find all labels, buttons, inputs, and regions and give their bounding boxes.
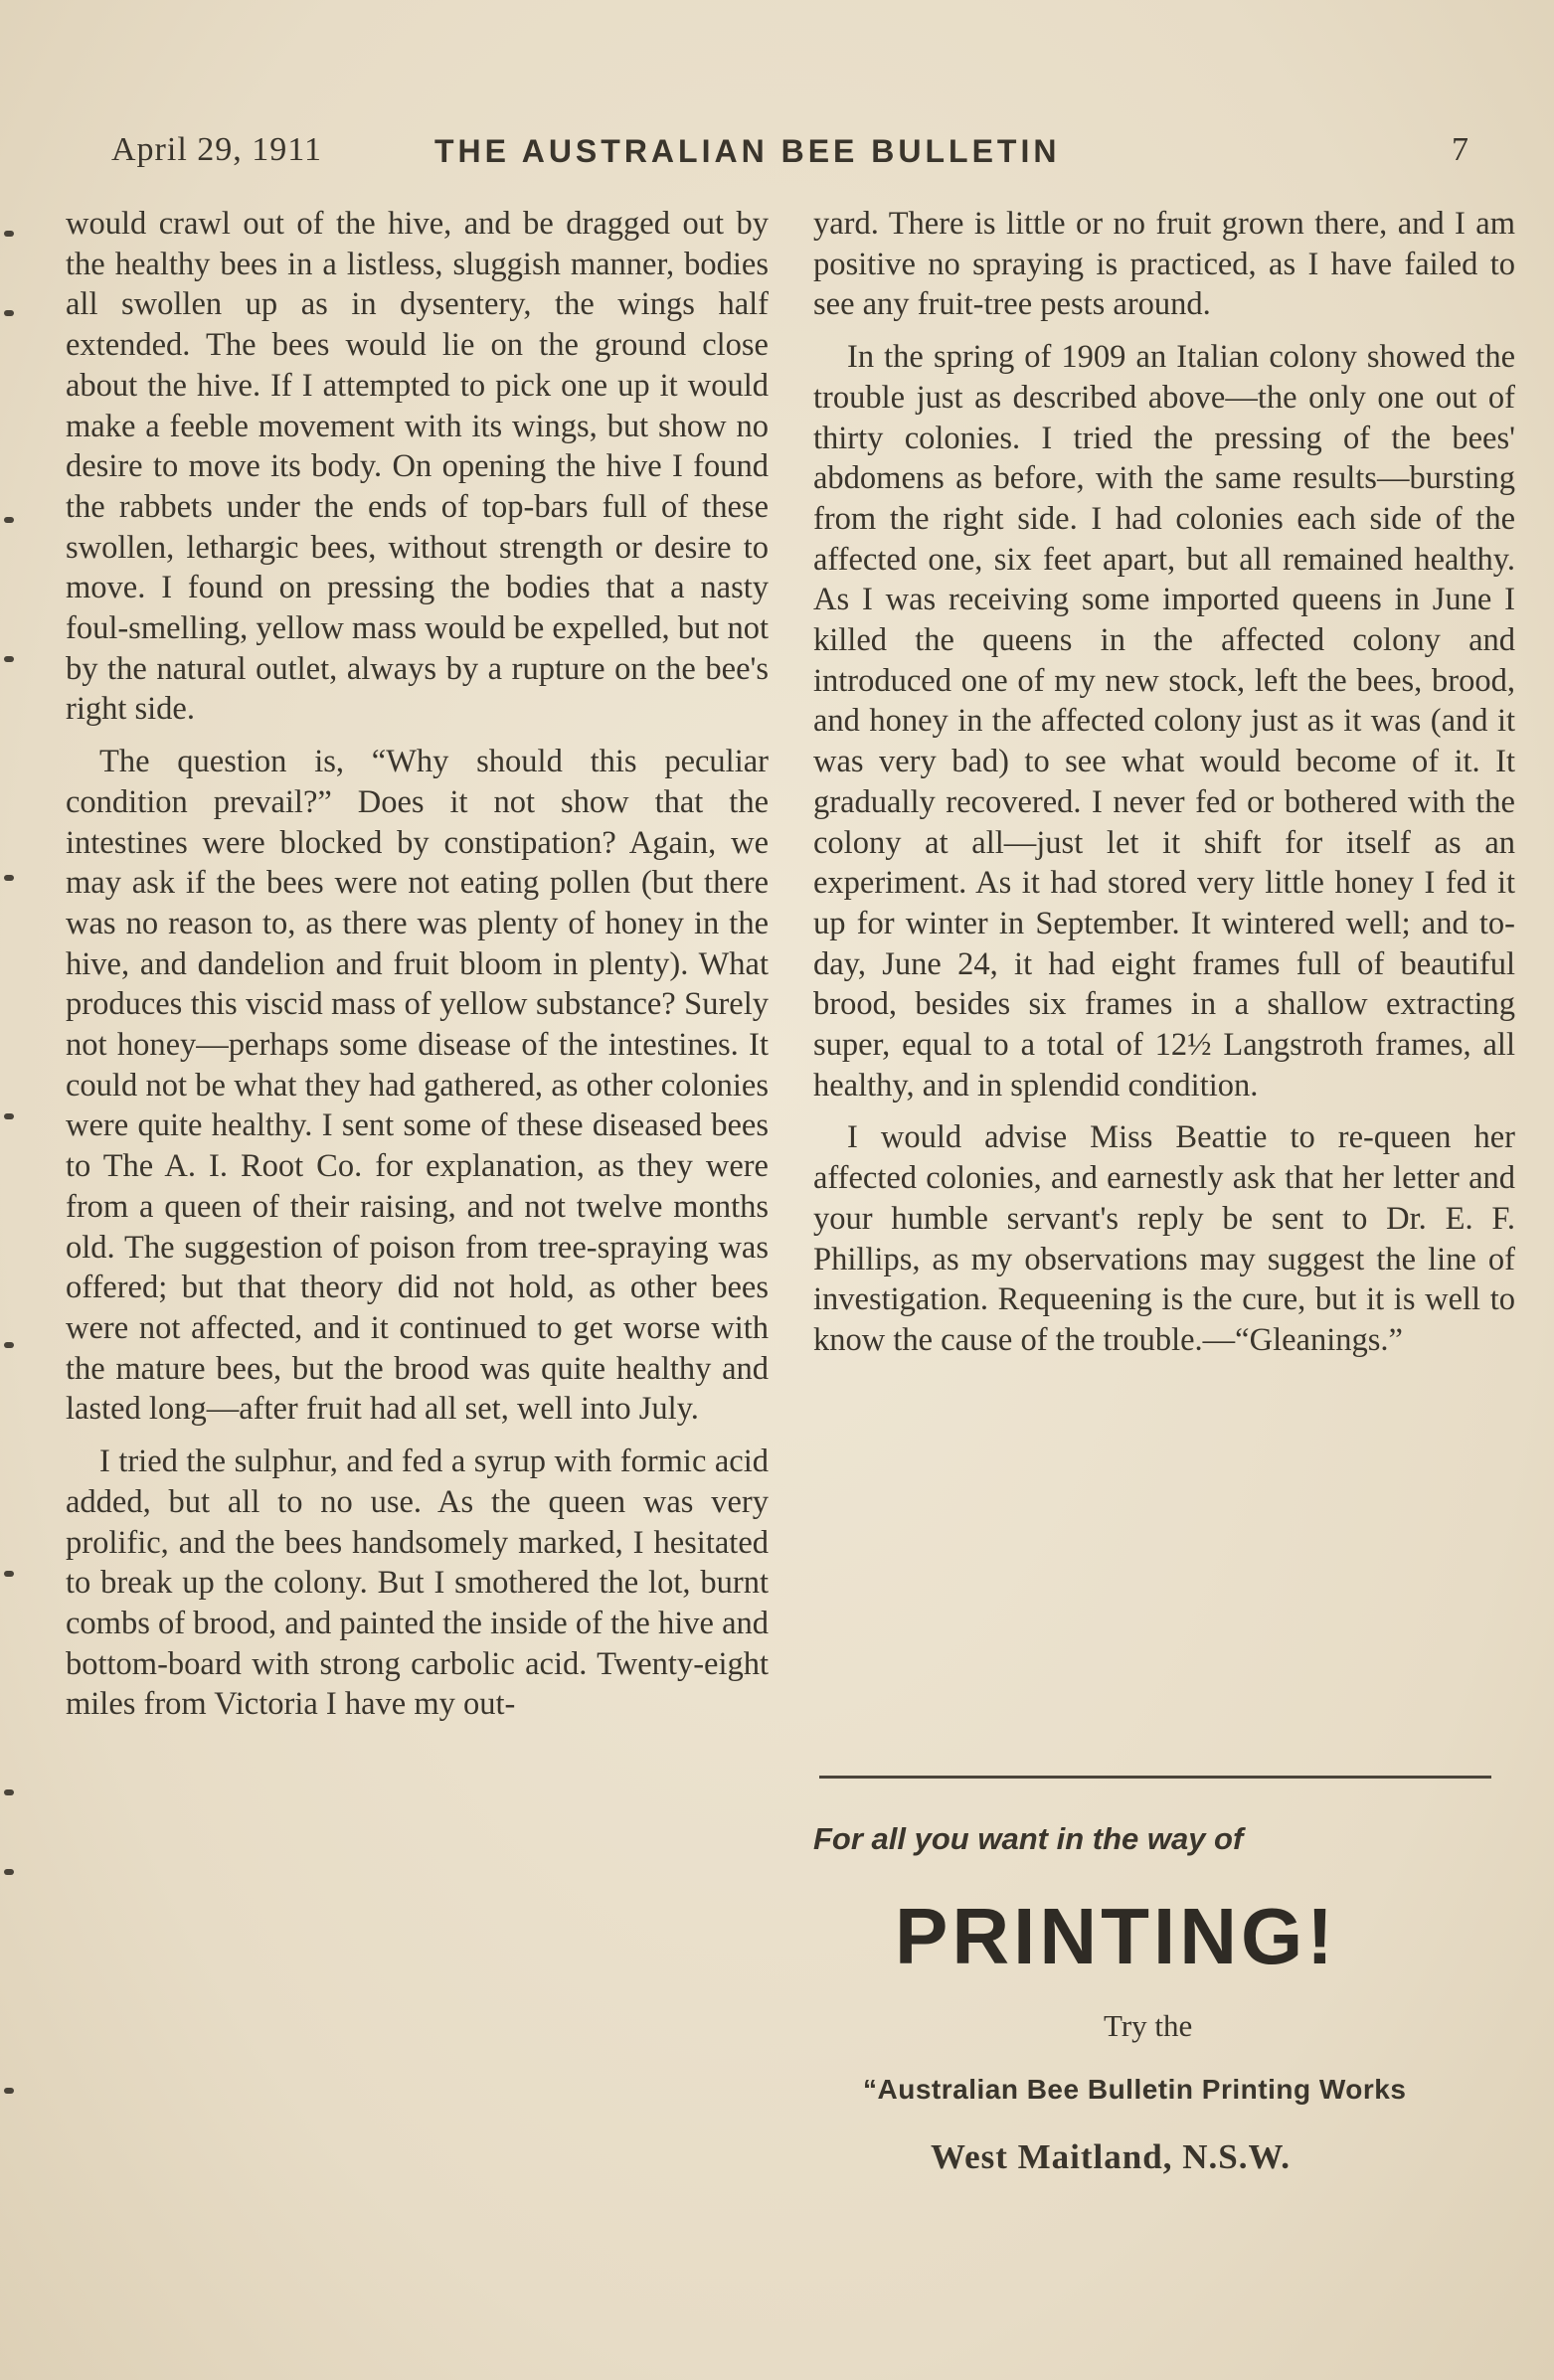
- publication-title: THE AUSTRALIAN BEE BULLETIN: [434, 133, 1061, 169]
- article-paragraph: In the spring of 1909 an Italian colony showed the trouble just as described above—the only one out of thirty colonies. I tried the pressing of the bees' abdomens as before, with the same results—bursting from the right side. I had colonies each side of the affected one, six feet apart, but all remained healthy. As I was receiving some imported queens in June I killed the queens in the affected colony and introduced one of my new stock, left the bees, brood, and honey in the affected colony just as it was (and it was very bad) to see what would become of it. It gradually recovered. I never fed or bothered with the colony at all—just let it shift for itself as an experiment. As it had stored very little honey I fed it up for winter in September. It wintered well; and to-day, June 24, it had eight frames full of beautiful brood, besides six frames in a shallow extracting super, equal to a total of 12½ Langstroth frames, all healthy, and in splendid condition.: [813, 339, 1515, 1104]
- page-header: [111, 131, 1468, 181]
- article-paragraph: yard. There is little or no fruit grown there, and I am positive no spraying is practiced, as I have failed to see any fruit-tree pests around.: [813, 206, 1515, 323]
- advert-headline: PRINTING!: [895, 1892, 1337, 1980]
- printing-advertisement: [813, 1821, 1515, 2177]
- advert-lead: For all you want in the way of: [813, 1821, 1244, 1856]
- article-paragraph: I tried the sulphur, and fed a syrup with formic acid added, but all to no use. As the queen was very prolific, and the bees handsomely marked, I hesitated to break up the colony. But I smothered the lot, burnt combs of brood, and painted the inside of the hive and bottom-board with strong carbolic acid. Twenty-eight miles from Victoria I have my out-: [66, 1444, 769, 1723]
- issue-date: April 29, 1911: [111, 131, 323, 168]
- advert-works: “Australian Bee Bulletin Printing Works: [863, 2074, 1407, 2105]
- right-column: [813, 204, 1515, 1361]
- advert-try: Try the: [1104, 2008, 1193, 2043]
- left-column: [66, 204, 769, 1725]
- article-paragraph: I would advise Miss Beattie to re-queen her affected colonies, and earnestly ask that her letter and your humble servant's reply be sent to Dr. E. F. Phillips, as my observations may suggest the line of investigation. Requeening is the cure, but it is well to know the cause of the trouble.—“Gleanings.”: [813, 1119, 1515, 1358]
- page-number: 7: [1452, 131, 1468, 168]
- section-divider: [819, 1776, 1491, 1779]
- article-paragraph: would crawl out of the hive, and be dragged out by the healthy bees in a listless, sluggish manner, bodies all swollen up as in dysentery, the wings half extended. The bees would lie on the ground close about the hive. If I attempted to pick one up it would make a feeble movement with its wings, but show no desire to move its body. On opening the hive I found the rabbets under the ends of top-bars full of these swollen, lethargic bees, without strength or desire to move. I found on pressing the bodies that a nasty foul-smelling, yellow mass would be expelled, but not by the natural outlet, always by a rupture on the bee's right side.: [66, 206, 769, 728]
- binding-edge-marks: [4, 219, 22, 2108]
- advert-place: West Maitland, N.S.W.: [931, 2137, 1291, 2176]
- article-paragraph: The question is, “Why should this peculiar condition prevail?” Does it not show that the intestines were blocked by constipation? Again, we may ask if the bees were not eating pollen (but there was no reason to, as there was plenty of honey in the hive, and dandelion and fruit bloom in plenty). What produces this viscid mass of yellow substance? Surely not honey—perhaps some disease of the intestines. It could not be what they had gathered, as other colonies were quite healthy. I sent some of these diseased bees to The A. I. Root Co. for explanation, as they were from a queen of their raising, and not twelve months old. The suggestion of poison from tree-spraying was offered; but that theory did not hold, as other bees were not affected, and it continued to get worse with the mature bees, but the brood was quite healthy and lasted long—after fruit had all set, well into July.: [66, 744, 769, 1428]
